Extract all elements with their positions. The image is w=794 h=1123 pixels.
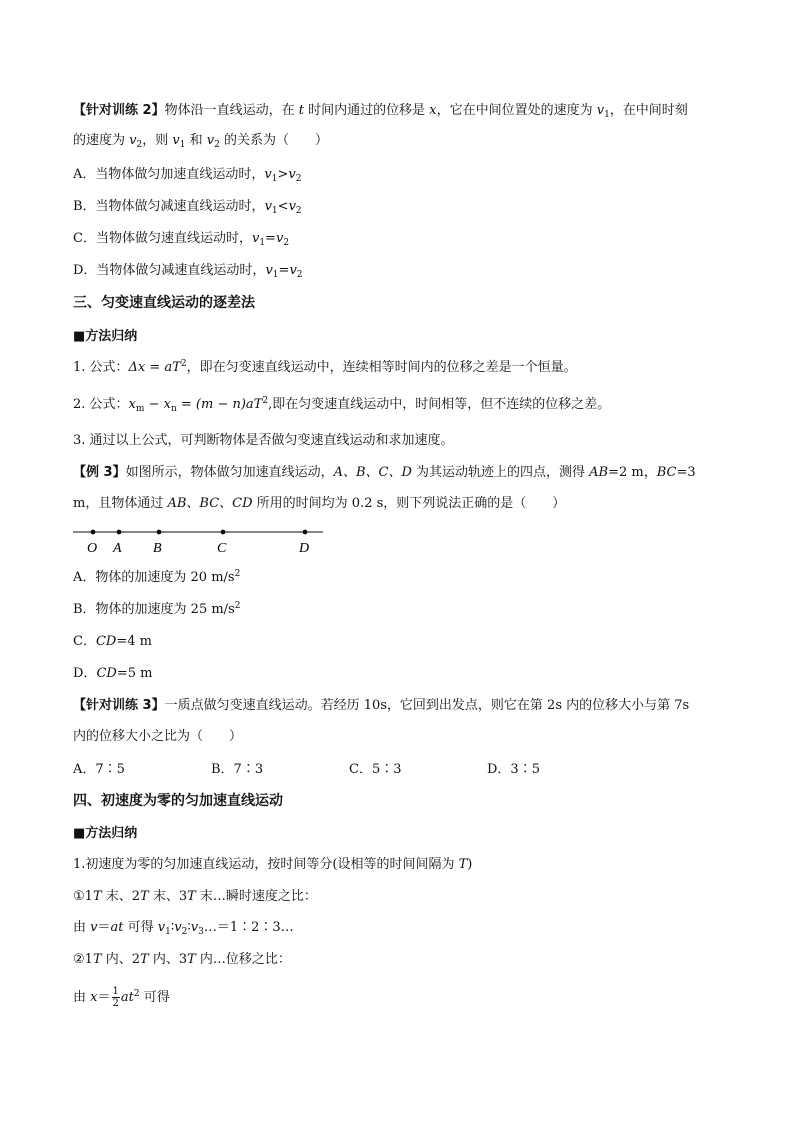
section3-item-2: 2. 公式：$x_m - x_n = (m - n)aT^2$,即在匀变速直线运动中，时间相等，但不连续的位移之差。 xyxy=(73,396,611,414)
train3-option-d: D．3∶5 xyxy=(487,762,540,777)
point-b-dot xyxy=(157,530,162,535)
section4-heading: 四、初速度为零的匀加速直线运动 xyxy=(73,793,283,809)
point-b-label: B xyxy=(153,541,162,556)
example3-line-2: m，且物体通过 AB、BC、CD 所用的时间均为 0.2 s，则下列说法正确的是（ ） xyxy=(73,496,566,511)
example3-option-a: A．物体的加速度为 20 $m/s^2$ xyxy=(73,569,241,585)
section4-item-2: ①1T 末、2T 末、3T 末…瞬时速度之比： xyxy=(73,889,317,904)
trajectory-figure xyxy=(73,521,333,561)
fraction-one-half: $\frac{1}{2}$ xyxy=(112,986,119,1009)
train3-option-a: A．7∶5 xyxy=(73,762,125,777)
train2-line-1: 【针对训练 2】物体沿一直线运动，在 t 时间内通过的位移是 x，它在中间位置处的速度为 $v_1$，在中间时刻 xyxy=(73,103,688,120)
section4-method-label: ■方法归纳 xyxy=(73,826,138,841)
section3-method-label: ■方法归纳 xyxy=(73,329,138,344)
train3-option-c: C．5∶3 xyxy=(349,762,402,777)
point-d-label: D xyxy=(299,541,310,556)
example3-option-d: D．CD=5 m xyxy=(73,666,153,681)
train3-line-2: 内的位移大小之比为（ ） xyxy=(73,729,243,744)
section4-item-3: 由 v＝at 可得 $v_1∶v_2∶v_3\dots=1∶2∶3\dots$ xyxy=(73,920,294,937)
train2-option-c: C．当物体做匀速直线运动时，$v_1=v_2$ xyxy=(73,231,290,248)
section4-item-4: ②1T 内、2T 内、3T 内…位移之比： xyxy=(73,952,291,967)
point-o-dot xyxy=(91,530,96,535)
train3-option-b: B．7∶3 xyxy=(211,762,264,777)
train2-option-d: D．当物体做匀减速直线运动时，$v_1=v_2$ xyxy=(73,263,303,280)
train2-line-2: 的速度为 $v_2$，则 $v_1$ 和 $v_2$ 的关系为（ ） xyxy=(73,133,328,150)
train2-option-b: B．当物体做匀减速直线运动时，$v_1<v_2$ xyxy=(73,199,302,216)
example3-option-c: C．CD=4 m xyxy=(73,634,152,649)
example3-line-1: 【例 3】如图所示，物体做匀加速直线运动，A、B、C、D 为其运动轨迹上的四点，测得 AB=2 m，BC=3 xyxy=(73,465,696,480)
point-d-dot xyxy=(303,530,308,535)
section3-item-3: 3. 通过以上公式，可判断物体是否做匀变速直线运动和求加速度。 xyxy=(73,433,454,448)
train3-options xyxy=(73,760,625,780)
train2-option-a: A．当物体做匀加速直线运动时，$v_1>v_2$ xyxy=(73,167,302,184)
train3-line-1: 【针对训练 3】一质点做匀变速直线运动。若经历 10s，它回到出发点，则它在第 2s 内的位移大小与第 7s xyxy=(73,698,690,713)
point-a-label: A xyxy=(113,541,122,556)
point-a-dot xyxy=(117,530,122,535)
point-c-label: C xyxy=(217,541,227,556)
example3-option-b: B．物体的加速度为 25 $m/s^2$ xyxy=(73,601,241,617)
point-o-label: O xyxy=(87,541,98,556)
section3-item-1: 1. 公式：$\Delta x = aT^2$，即在匀变速直线运动中，连续相等时间内的位移之差是一个恒量。 xyxy=(73,359,577,375)
section3-heading: 三、匀变速直线运动的逐差法 xyxy=(73,295,255,311)
point-c-dot xyxy=(221,530,226,535)
section4-item-1: 1.初速度为零的匀加速直线运动，按时间等分(设相等的时间间隔为 T) xyxy=(73,857,473,872)
section4-item-5: 由 x＝ $\frac{1}{2}$ $at^2$ 可得 xyxy=(73,986,170,1009)
